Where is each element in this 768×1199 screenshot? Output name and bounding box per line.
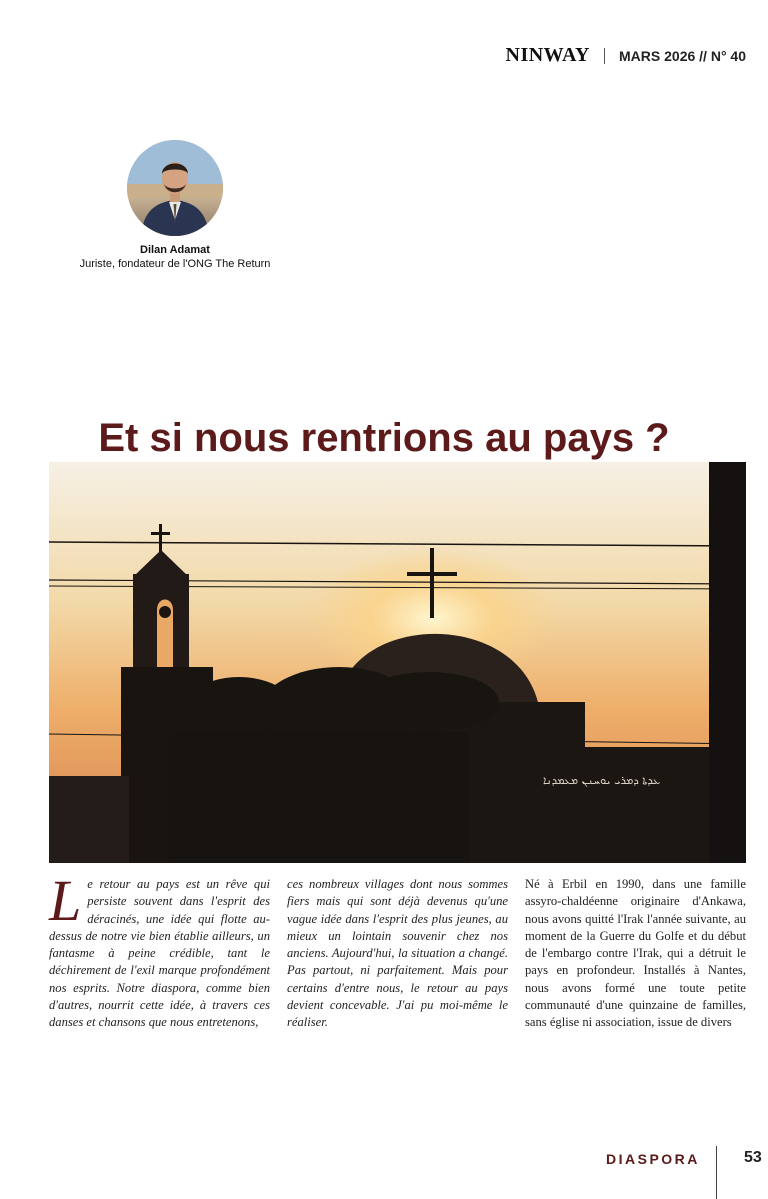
column-1-text: e retour au pays est un rêve qui persiste souvent dans l'esprit des déracinés, une idée qui flotte au-dessus de notre vie bien établie ailleurs, un fantasme à peine crédible, tant le déchirement de l'exil marque profondément nos esprits. Notre diaspora, comme bien d'autres, nourrit cette idée, à travers ces danses et chansons que nous entretenons, — [49, 877, 270, 1030]
article-title: Et si nous rentrions au pays ? — [98, 416, 670, 460]
article-column-2 — [287, 876, 508, 1032]
author-avatar — [127, 140, 223, 236]
church-inscription: ܥܕܬܐ ܕܡܪܝ ܝܘܚܢܢ ܡܥܡܕܢܐ — [543, 774, 661, 787]
masthead-divider — [604, 48, 605, 64]
masthead — [506, 44, 747, 67]
author-name: Dilan Adamat — [140, 244, 210, 256]
page-number: 53 — [744, 1149, 762, 1166]
author-portrait-image — [127, 140, 223, 236]
column-2-text: ces nombreux villages dont nous sommes fiers mais qui sont déjà devenus qu'une vague idée dans l'esprit des plus jeunes, au mieux un lointain souvenir chez nos anciens. Aujourd'hui, la situation a changé. Pas partout, ni parfaitement. Mais pour certains d'entre nous, le retour au pays devient concevable. J'ai pu moi-même le réaliser. — [287, 877, 508, 1030]
magazine-name: NINWAY — [505, 44, 591, 66]
dropcap: L — [49, 868, 82, 933]
column-3-text: Né à Erbil en 1990, dans une famille assyro-chaldéenne originaire d'Ankawa, nous avons quitté l'Irak l'année suivante, au moment de la Guerre du Golfe et du début de l'embargo contre l'Irak, qui a détruit le pays en profondeur. Installés à Nantes, nous avons formé une toute petite communauté d'une quinzaine de familles, sans église ni association, issue de divers — [525, 877, 746, 1030]
article-column-1 — [49, 868, 270, 1032]
article-body — [49, 868, 747, 1032]
article-photo — [49, 462, 746, 863]
issue-info: MARS 2026 // N° 40 — [619, 47, 746, 64]
article-column-3 — [525, 876, 746, 1032]
author-role: Juriste, fondateur de l'ONG The Return — [79, 258, 271, 270]
footer-divider — [716, 1146, 717, 1199]
author-block — [60, 140, 290, 270]
church-sunset-image — [49, 462, 746, 863]
section-label: DIASPORA — [606, 1151, 700, 1167]
